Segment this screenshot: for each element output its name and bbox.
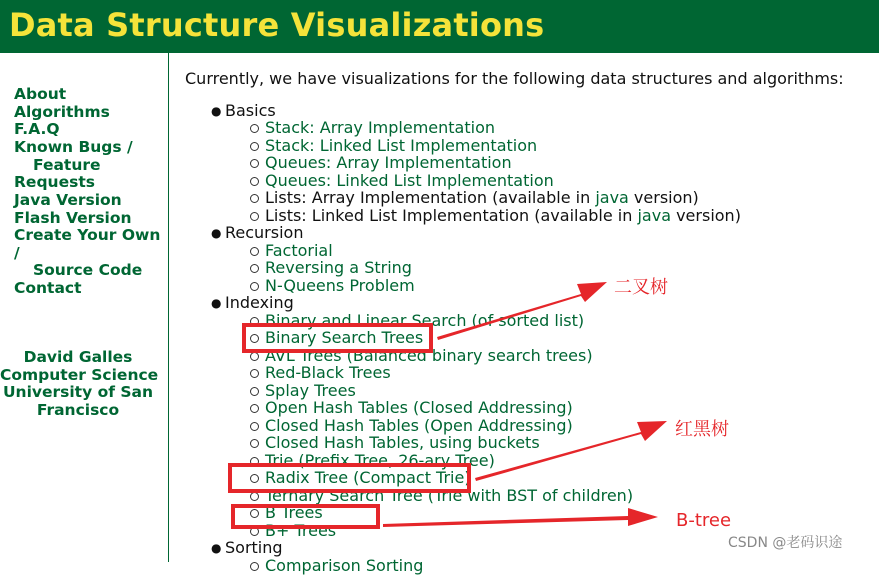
section-sorting: Sorting <box>225 538 283 557</box>
bullet-disc: ● <box>211 104 222 118</box>
bullet-disc: ● <box>211 541 222 555</box>
link-b-trees[interactable]: B Trees <box>265 503 323 522</box>
watermark: CSDN @老码识途 <box>728 535 843 551</box>
arrow-to-red-black <box>475 421 667 481</box>
nav-about-link[interactable]: About <box>14 85 67 103</box>
nav-java-version-link[interactable]: Java Version <box>14 191 122 209</box>
link-closed-hash-buckets[interactable]: Closed Hash Tables, using buckets <box>265 433 540 452</box>
arrow-to-binary-tree <box>437 282 607 340</box>
author-name: David Galles <box>23 348 133 366</box>
link-avl-trees[interactable]: AVL Trees (Balanced binary search trees) <box>265 346 593 365</box>
bullet-circle <box>250 562 259 571</box>
java-link[interactable]: java <box>637 206 671 225</box>
section-basics: Basics <box>225 101 276 120</box>
link-stack-linked-list[interactable]: Stack: Linked List Implementation <box>265 136 538 155</box>
nav-create-slash-link[interactable]: / <box>14 244 20 262</box>
link-reverse-string[interactable]: Reversing a String <box>265 258 412 277</box>
java-link[interactable]: java <box>595 188 629 207</box>
page-title: Data Structure Visualizations <box>9 6 545 44</box>
annotation-btree: B-tree <box>676 510 732 531</box>
nav-create-your-own-link[interactable]: Create Your Own <box>14 226 161 244</box>
link-splay-trees[interactable]: Splay Trees <box>265 381 356 400</box>
link-n-queens[interactable]: N-Queens Problem <box>265 276 415 295</box>
arrow-to-btree <box>383 508 658 527</box>
intro-text: Currently, we have visualizations for the following data structures and algorithms: <box>185 69 844 88</box>
author-city: Francisco <box>36 401 120 419</box>
list-array-item: Lists: Array Implementation (available in java version) <box>265 188 699 207</box>
nav-requests-link[interactable]: Requests <box>14 173 95 191</box>
link-trie[interactable]: Trie (Prefix Tree, 26-ary Tree) <box>265 451 495 470</box>
annotation-red-black: 红黑树 <box>675 419 729 440</box>
link-open-hash[interactable]: Open Hash Tables (Closed Addressing) <box>265 398 573 417</box>
link-factorial[interactable]: Factorial <box>265 241 333 260</box>
nav-faq-link[interactable]: F.A.Q <box>14 120 60 138</box>
section-indexing: Indexing <box>225 293 294 312</box>
nav-algorithms-link[interactable]: Algorithms <box>14 103 110 121</box>
bullet-disc: ● <box>211 226 222 240</box>
link-queue-array[interactable]: Queues: Array Implementation <box>265 153 512 172</box>
author-university: University of San <box>2 383 154 401</box>
annotation-binary-tree: 二叉树 <box>614 277 668 298</box>
link-binary-linear-search[interactable]: Binary and Linear Search (of sorted list) <box>265 311 585 330</box>
link-queue-linked-list[interactable]: Queues: Linked List Implementation <box>265 171 554 190</box>
list-linked-item: Lists: Linked List Implementation (available in java version) <box>265 206 741 225</box>
link-closed-hash[interactable]: Closed Hash Tables (Open Addressing) <box>265 416 573 435</box>
link-red-black-trees[interactable]: Red-Black Trees <box>265 363 391 382</box>
link-ternary-search-tree[interactable]: Ternary Search Tree (Trie with BST of children) <box>265 486 634 505</box>
bullet-disc: ● <box>211 296 222 310</box>
link-binary-search-trees[interactable]: Binary Search Trees <box>265 328 424 347</box>
nav-flash-version-link[interactable]: Flash Version <box>14 209 132 227</box>
link-comparison-sorting[interactable]: Comparison Sorting <box>265 556 424 575</box>
author-dept: Computer Science <box>0 366 159 384</box>
nav-contact-link[interactable]: Contact <box>14 279 82 297</box>
section-recursion: Recursion <box>225 223 304 242</box>
nav-known-bugs-link[interactable]: Known Bugs / <box>14 138 133 156</box>
link-radix-tree[interactable]: Radix Tree (Compact Trie) <box>265 468 471 487</box>
nav-feature-link[interactable]: Feature <box>33 156 101 174</box>
link-stack-array[interactable]: Stack: Array Implementation <box>265 118 495 137</box>
link-bplus-trees[interactable]: B+ Trees <box>265 521 337 540</box>
nav-source-code-link[interactable]: Source Code <box>33 261 143 279</box>
